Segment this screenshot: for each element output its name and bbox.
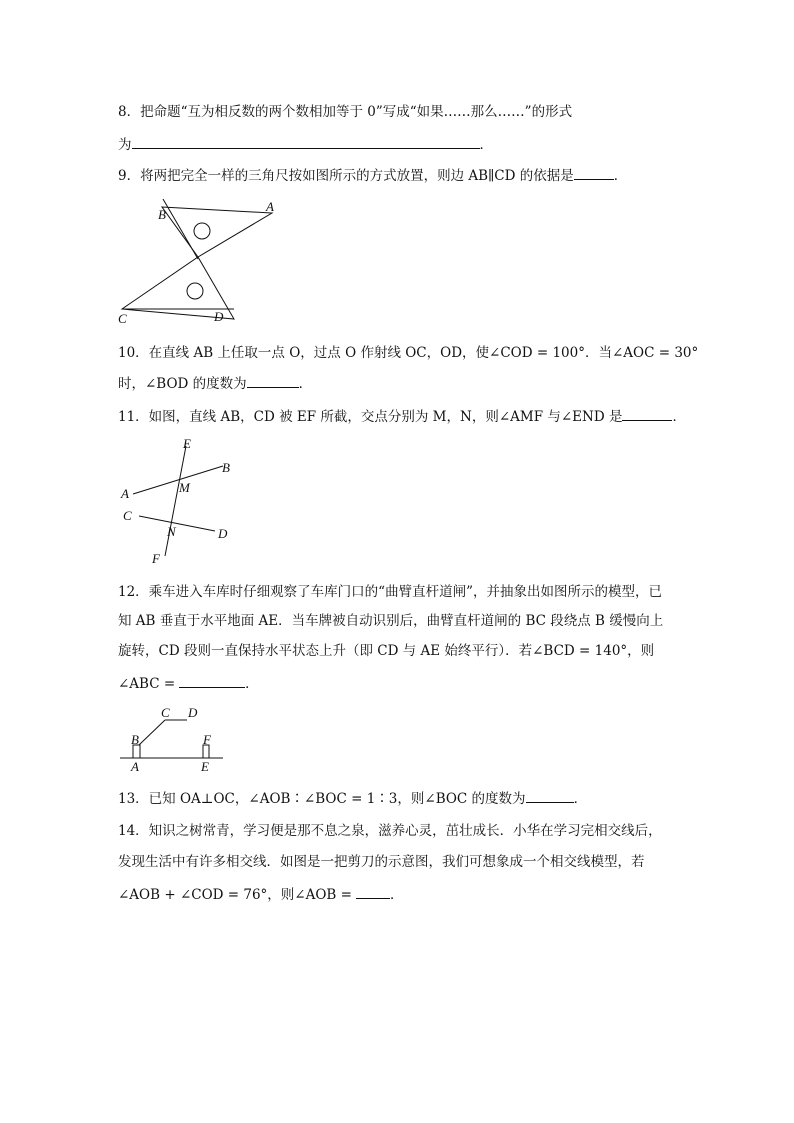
q14-prefix: ∠AOB + ∠COD = 76°，则∠AOB =	[118, 887, 352, 903]
q9-lower-hole	[187, 283, 203, 299]
q8-line2	[118, 134, 493, 155]
q12-answer-blank[interactable]	[179, 673, 245, 688]
q14-line1: 14．知识之树常青，学习便是那不息之泉，滋养心灵，茁壮成长．小华在学习完相交线后，	[118, 823, 662, 839]
q12-arm-bc	[139, 720, 165, 745]
q10-answer-blank[interactable]	[247, 373, 299, 388]
q11-line-cd	[139, 516, 215, 531]
q11-text-line	[118, 406, 686, 427]
q9-text-line	[118, 165, 627, 186]
q11-suffix: ．	[672, 409, 686, 425]
q11-label-f: F	[152, 551, 160, 566]
q10-suffix: ．	[298, 376, 313, 392]
q9-label-d: D	[214, 309, 224, 324]
q9-answer-blank[interactable]	[574, 165, 614, 180]
q13-answer-blank[interactable]	[526, 788, 574, 803]
q9-upper-hole	[194, 223, 210, 239]
q9-suffix: ．	[613, 168, 628, 184]
q8-prefix: 为	[118, 137, 132, 153]
q12-figure-barrier-gate	[115, 703, 230, 773]
q14-answer-blank[interactable]	[356, 884, 390, 899]
q12-label-a: A	[131, 759, 139, 774]
q11-label-c: C	[123, 508, 132, 523]
q11-figure-transversal	[115, 436, 240, 566]
q9-label-a: A	[266, 199, 274, 214]
q12-label-c: C	[161, 705, 170, 720]
q13-suffix: ．	[573, 791, 588, 807]
q11-text: 11．如图，直线 AB，CD 被 EF 所截，交点分别为 M，N，则∠AMF 与∠END 是	[118, 409, 623, 425]
q8-line1: 8．把命题“互为相反数的两个数相加等于 0”写成“如果……那么……”的形式	[118, 104, 573, 120]
q14-line3	[118, 884, 403, 905]
q12-line1: 12．乘车进入车库时仔细观察了车库门口的“曲臂直杆道闸”，并抽象出如图所示的模型，已	[118, 584, 662, 600]
q11-label-n: N	[167, 524, 176, 539]
q10-line2	[118, 373, 312, 394]
q9-text: 9．将两把完全一样的三角尺按如图所示的方式放置，则边 AB∥CD 的依据是	[118, 168, 574, 184]
q12-line3: 旋转，CD 段则一直保持水平状态上升（即 CD 与 AE 始终平行）．若∠BCD = 140°，则	[118, 643, 655, 659]
q11-label-a: A	[121, 486, 129, 501]
q12-label-e: E	[201, 759, 209, 774]
q12-label-d: D	[188, 705, 198, 720]
q9-label-c: C	[118, 311, 127, 326]
q11-label-d: D	[218, 526, 228, 541]
q11-label-m: M	[179, 480, 190, 495]
q8-answer-blank[interactable]	[132, 134, 480, 149]
q12-suffix: ．	[245, 676, 259, 692]
q11-line-ef	[165, 446, 186, 556]
q10-line1: 10．在直线 AB 上任取一点 O，过点 O 作射线 OC，OD，使∠COD = 100°．当∠AOC = 30°	[118, 345, 699, 361]
q11-label-e: E	[183, 436, 191, 451]
q12-line2: 知 AB 垂直于水平地面 AE．当车牌被自动识别后，曲臂直杆道闸的 BC 段绕点 B 缓慢向上	[118, 613, 664, 629]
q9-label-b: B	[158, 207, 166, 222]
q9-figure-triangles	[110, 195, 274, 330]
q13-text: 13．已知 OA⊥OC，∠AOB∶∠BOC = 1∶3，则∠BOC 的度数为	[118, 791, 526, 807]
q12-label-b: B	[131, 732, 139, 747]
q9-upper-set-square	[162, 207, 272, 257]
q12-label-f: F	[203, 732, 211, 747]
q11-label-b: B	[222, 460, 230, 475]
q10-prefix: 时，∠BOD 的度数为	[118, 376, 247, 392]
q11-answer-blank[interactable]	[622, 406, 672, 421]
q12-prefix: ∠ABC =	[118, 676, 176, 692]
q14-suffix: ．	[389, 887, 404, 903]
q8-suffix: ．	[479, 137, 493, 153]
q14-line2: 发现生活中有许多相交线．如图是一把剪刀的示意图，我们可想象成一个相交线模型，若	[118, 854, 645, 870]
q12-line4	[118, 673, 259, 694]
q13-text-line	[118, 788, 587, 809]
